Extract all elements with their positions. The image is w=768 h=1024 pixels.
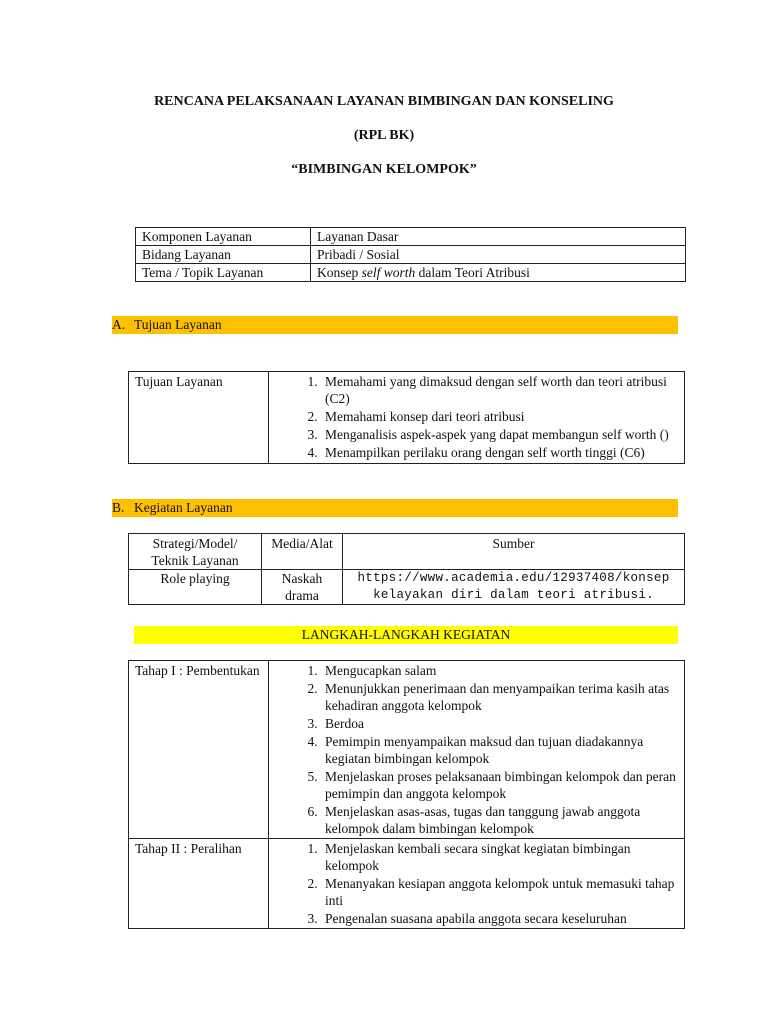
strategy-value: Role playing bbox=[129, 570, 262, 605]
list-item: 6. Menjelaskan asas-asas, tugas dan tanggung jawab anggota kelompok dalam bimbingan kelompok bbox=[321, 803, 680, 837]
list-item: 1. Mengucapkan salam bbox=[321, 662, 680, 679]
list-item: 4. Menampilkan perilaku orang dengan self worth tinggi (C6) bbox=[321, 444, 680, 461]
info-label: Komponen Layanan bbox=[136, 228, 311, 246]
topic-suffix: dalam Teori Atribusi bbox=[415, 265, 530, 280]
section-a-heading bbox=[112, 316, 678, 334]
activities-table bbox=[128, 533, 685, 605]
stage-label: Tahap II : Peralihan bbox=[129, 839, 269, 929]
topic-prefix: Konsep bbox=[317, 265, 362, 280]
table-row bbox=[129, 570, 685, 605]
strategy-header: Strategi/Model/ Teknik Layanan bbox=[129, 534, 262, 570]
list-item: 2. Menanyakan kesiapan anggota kelompok untuk memasuki tahap inti bbox=[321, 875, 680, 909]
info-value: Layanan Dasar bbox=[311, 228, 686, 246]
objectives-list-cell bbox=[269, 372, 685, 464]
source-header: Sumber bbox=[343, 534, 685, 570]
stage-2-list bbox=[269, 840, 680, 927]
table-row bbox=[129, 534, 685, 570]
document-subtitle: (RPL BK) bbox=[353, 128, 415, 143]
stage-label: Tahap I : Pembentukan bbox=[129, 661, 269, 839]
source-value: https://www.academia.edu/12937408/konsep kelayakan diri dalam teori atribusi. bbox=[343, 570, 685, 605]
info-value bbox=[311, 264, 686, 282]
document-topic-title: “BIMBINGAN KELOMPOK” bbox=[291, 162, 477, 177]
media-header: Media/Alat bbox=[262, 534, 343, 570]
section-b-title: Kegiatan Layanan bbox=[134, 500, 233, 515]
objectives-list bbox=[269, 373, 680, 461]
table-row bbox=[129, 372, 685, 464]
list-item: 4. Pemimpin menyampaikan maksud dan tujuan diadakannya kegiatan bimbingan kelompok bbox=[321, 733, 680, 767]
section-a-letter: A. bbox=[112, 317, 126, 332]
section-a-title: Tujuan Layanan bbox=[134, 317, 222, 332]
list-item: 3. Menganalisis aspek-aspek yang dapat membangun self worth () bbox=[321, 426, 680, 443]
table-row bbox=[136, 246, 686, 264]
list-item: 1. Memahami yang dimaksud dengan self worth dan teori atribusi (C2) bbox=[321, 373, 680, 407]
stage-1-list bbox=[269, 662, 680, 837]
info-value: Pribadi / Sosial bbox=[311, 246, 686, 264]
topic-italic: self worth bbox=[361, 265, 416, 280]
steps-heading: LANGKAH-LANGKAH KEGIATAN bbox=[134, 626, 678, 644]
section-b-letter: B. bbox=[112, 500, 125, 515]
list-item: 5. Menjelaskan proses pelaksanaan bimbingan kelompok dan peran pemimpin dan anggota kelompok bbox=[321, 768, 680, 802]
list-item: 3. Pengenalan suasana apabila anggota secara keseluruhan bbox=[321, 910, 680, 927]
table-row bbox=[136, 264, 686, 282]
document-title: RENCANA PELAKSANAAN LAYANAN BIMBINGAN DAN KONSELING bbox=[154, 94, 614, 109]
section-b-heading bbox=[112, 499, 678, 517]
table-row bbox=[129, 839, 685, 929]
media-value: Naskah drama bbox=[262, 570, 343, 605]
objectives-table bbox=[128, 371, 685, 464]
list-item: 2. Memahami konsep dari teori atribusi bbox=[321, 408, 680, 425]
list-item: 3. Berdoa bbox=[321, 715, 680, 732]
info-label: Tema / Topik Layanan bbox=[136, 264, 311, 282]
stage-list-cell bbox=[269, 839, 685, 929]
steps-table bbox=[128, 660, 685, 929]
info-label: Bidang Layanan bbox=[136, 246, 311, 264]
stage-list-cell bbox=[269, 661, 685, 839]
info-table bbox=[135, 227, 686, 282]
table-row bbox=[136, 228, 686, 246]
list-item: 2. Menunjukkan penerimaan dan menyampaikan terima kasih atas kehadiran anggota kelompok bbox=[321, 680, 680, 714]
list-item: 1. Menjelaskan kembali secara singkat kegiatan bimbingan kelompok bbox=[321, 840, 680, 874]
table-row bbox=[129, 661, 685, 839]
objectives-label: Tujuan Layanan bbox=[129, 372, 269, 464]
